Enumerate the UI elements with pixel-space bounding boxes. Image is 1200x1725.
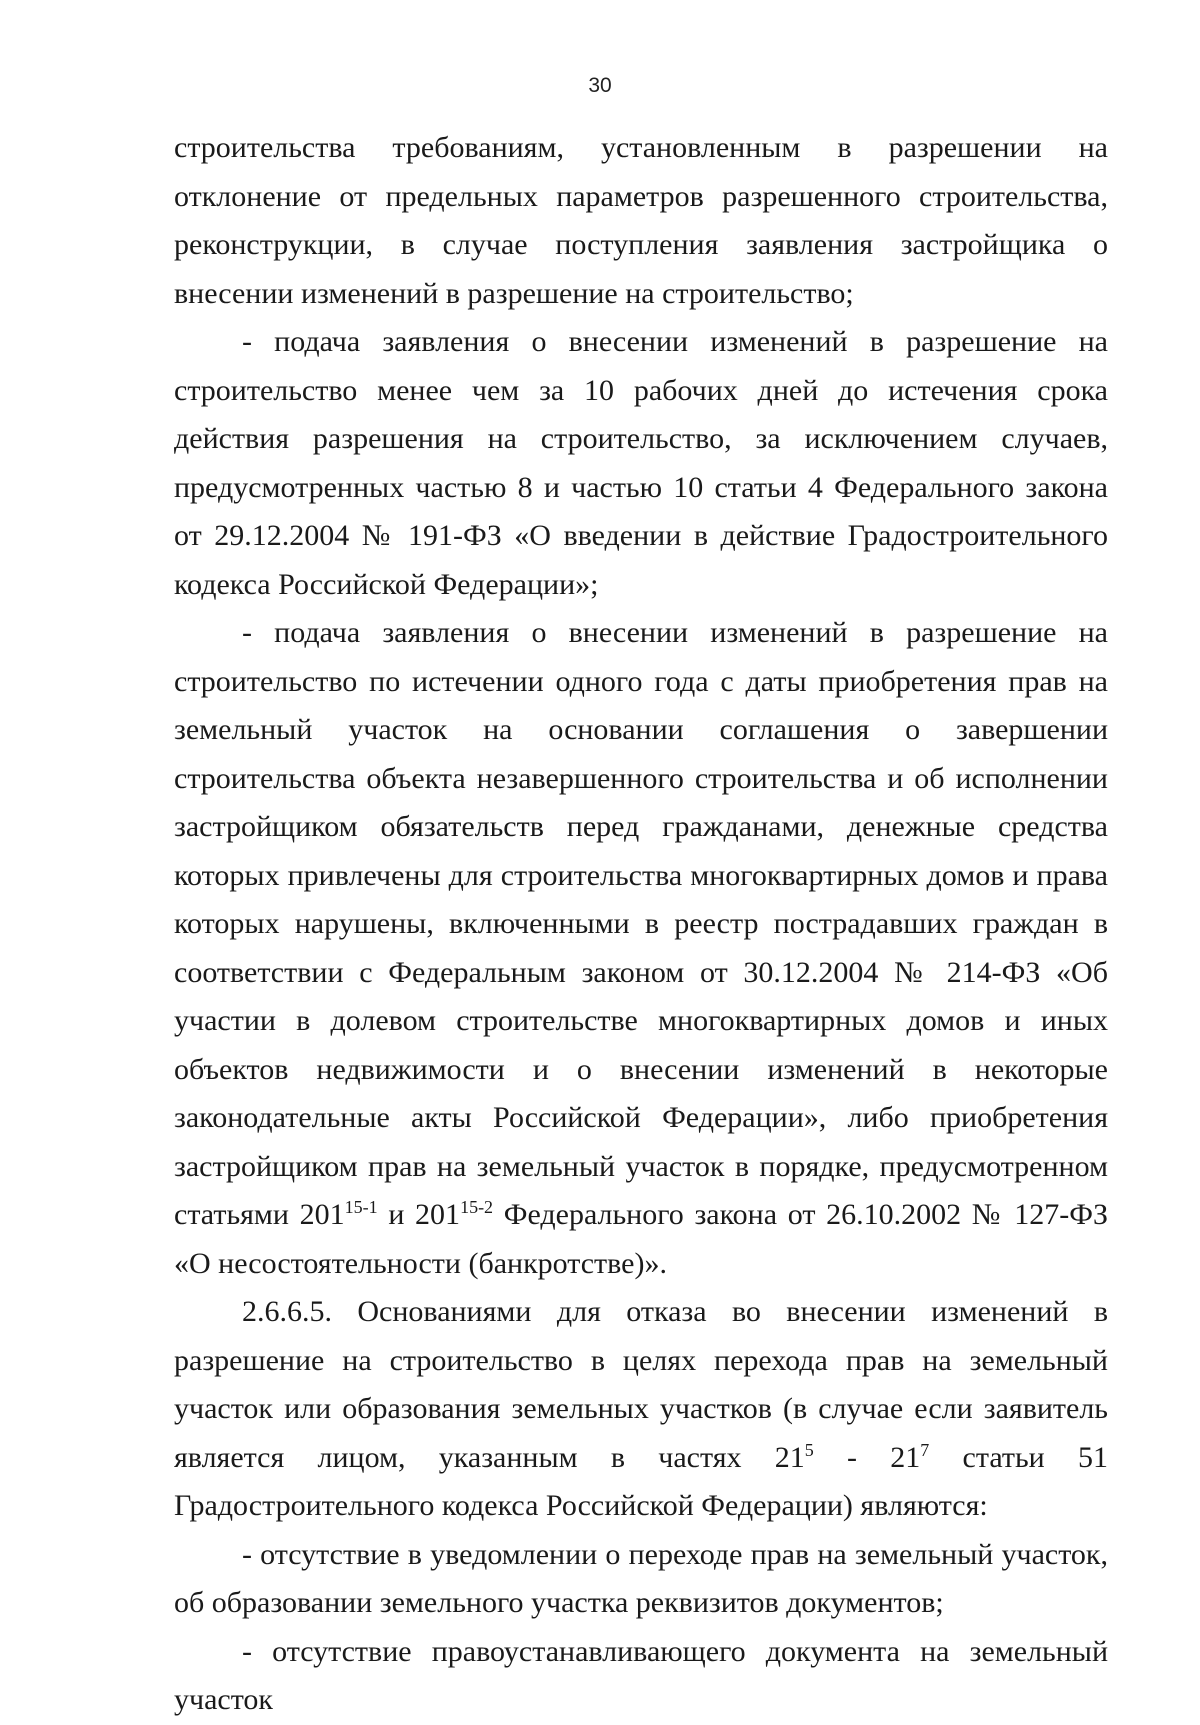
paragraph-item-missing-details: - отсутствие в уведомлении о переходе прав на земельный участок, об образовании земельного участка реквизитов документов; (174, 1537, 1108, 1619)
paragraph-text-part: и 201 (377, 1198, 461, 1231)
paragraph-text-part: - подача заявления о внесении изменений в разрешение на строительство по истечении одного года с даты приобретения прав на земельный участок на основании соглашения о завершении строительства объекта незавершенного строительства и об исполнении застройщиком обязательств перед гражданами, денежные средства которых привлечены для строительства многоквартирных домов и права которых нарушены, включенными в реестр пострадавших граждан в соответствии с Федеральным законом от 30.12.2004 № 214-ФЗ «Об участии в долевом строительстве многоквартирных домов и иных объектов недвижимости и о внесении изменений в некоторые законодательные акты Российской Федерации», либо приобретения застройщиком прав на земельный участок в порядке, предусмотренном статьями 201 (174, 616, 1108, 1231)
paragraph-text-part: Федерального закона от 26.10.2002 № 127-ФЗ «О несостоятельности (банкротстве)». (174, 1198, 1108, 1280)
paragraph-text-part: статьи 51 Градостроительного кодекса Российской Федерации) являются: (174, 1440, 1108, 1522)
paragraph-item-deadline: - подача заявления о внесении изменений в разрешение на строительство менее чем за 10 рабочих дней до истечения срока действия разрешения на строительство, за исключением случаев, предусмотренных частью 8 и частью 10 статьи 4 Федерального закона от 29.12.2004 № 191-ФЗ «О введении в действие Градостроительного кодекса Российской Федерации»; (174, 325, 1108, 601)
superscript-part-number: 7 (920, 1439, 930, 1460)
superscript-part-number: 5 (804, 1439, 814, 1460)
superscript-article-number: 15-1 (344, 1197, 378, 1217)
paragraph-text-part: 2.6.6.5. Основаниями для отказа во внесении изменений в разрешение на строительство в целях перехода прав на земельный участок или образования земельных участков (в случае если заявитель является лицом, указанным в частях 21 (174, 1295, 1108, 1474)
paragraph-item-missing-title-document: - отсутствие правоустанавливающего документа на земельный участок (174, 1634, 1108, 1716)
page-number: 30 (588, 74, 612, 97)
paragraph-continuation: строительства требованиям, установленным в разрешении на отклонение от предельных параметров разрешенного строительства, реконструкции, в случае поступления заявления застройщика о внесении изменений в разрешение на строительство; (174, 131, 1108, 310)
paragraph-section-2-6-6-5 (174, 1288, 1108, 1531)
page-body (174, 124, 1108, 1725)
superscript-article-number: 15-2 (460, 1197, 494, 1217)
paragraph-text-part: - 21 (813, 1440, 921, 1474)
paragraph-item-land-rights (174, 609, 1108, 1288)
